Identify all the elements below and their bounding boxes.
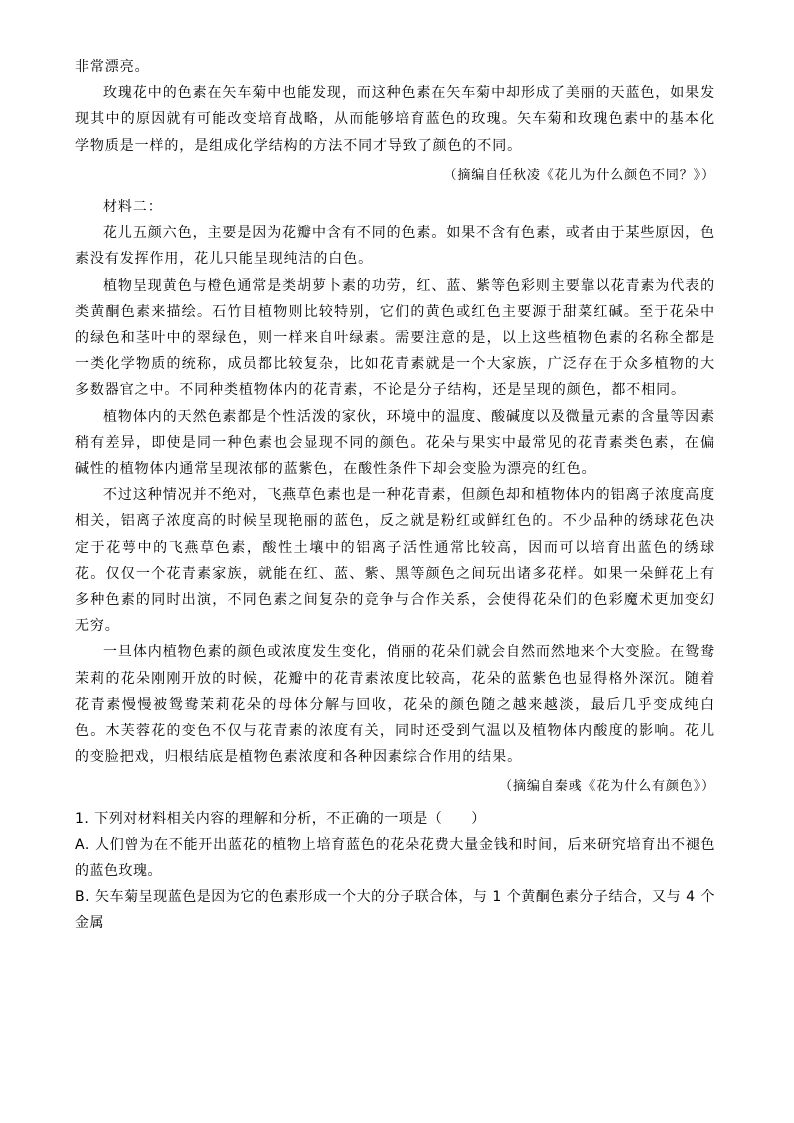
source-citation-2: （摘编自秦彧《花为什么有颜色》） — [499, 779, 715, 795]
paragraph-rose-cornflower: 玫瑰花中的色素在矢车菊中也能发现，而这种色素在矢车菊中却形成了美丽的天蓝色，如果发现其中的原因就有可能改变培育战略，从而能够培育蓝色的玫瑰。矢车菊和玫瑰色素中的基本化学物质是一样的，是组成化学结构的方法不同才导致了颜色的不同。 — [75, 85, 715, 154]
option-a: A. 人们曾为在不能开出蓝花的植物上培育蓝色的花朵花费大量金钱和时间，后来研究培育出不褪色的蓝色玫瑰。 — [75, 836, 715, 879]
paragraph-color-change: 一旦体内植物色素的颜色或浓度发生变化，俏丽的花朵们就会自然而然地来个大变脸。在鸳鸯茉莉的花朵刚刚开放的时候，花瓣中的花青素浓度比较高，花朵的蓝紫色也显得格外深沉。随着花青素慢慢被鸳鸯茉莉花朵的母体分解与回收，花朵的颜色随之越来越淡，最后几乎变成纯白色。木芙蓉花的变色不仅与花青素的浓度有关，同时还受到气温以及植物体内酸度的影响。花儿的变脸把戏，归根结底是植物色素浓度和各种因素综合作用的结果。 — [75, 644, 715, 766]
option-b: B. 矢车菊呈现蓝色是因为它的色素形成一个大的分子联合体，与 1 个黄酮色素分子结合，又与 4 个金属 — [75, 888, 715, 931]
paragraph-continued: 非常漂亮。 — [75, 59, 150, 75]
paragraph-natural-pigments: 植物体内的天然色素都是个性活泼的家伙，环境中的温度、酸碱度以及微量元素的含量等因素稍有差异，即使是同一种色素也会显现不同的颜色。花朵与果实中最常见的花青素类色素，在偏碱性的植物体内通常呈现浓郁的蓝紫色，在酸性条件下却会变脸为漂亮的红色。 — [75, 408, 715, 478]
document-page — [75, 54, 715, 936]
source-citation-1: （摘编自任秋凌《花儿为什么颜色不同？》） — [443, 167, 715, 183]
paragraph-pigments: 植物呈现黄色与橙色通常是类胡萝卜素的功劳，红、蓝、紫等色彩则主要靠以花青素为代表的类黄酮色素来描绘。石竹目植物则比较特别，它们的黄色或红色主要源于甜菜红碱。至于花朵中的绿色和茎叶中的翠绿色，则一样来自叶绿素。需要注意的是，以上这些植物色素的名称全都是一类化学物质的统称，成员都比较复杂，比如花青素就是一个大家族，广泛存在于众多植物的大多数器官之中。不同种类植物体内的花青素，不论是分子结构，还是呈现的颜色，都不相同。 — [75, 277, 715, 399]
material-two-label: 材料二： — [103, 199, 163, 216]
paragraph-delphinidin: 不过这种情况并不绝对，飞燕草色素也是一种花青素，但颜色却和植物体内的铝离子浓度高度相关，铝离子浓度高的时候呈现艳丽的蓝色，反之就是粉红或鲜红色的。不少品种的绣球花色决定于花萼中的飞燕草色素，酸性土壤中的铝离子活性通常比较高，因而可以培育出蓝色的绣球花。仅仅一个花青素家族，就能在红、蓝、紫、黑等颜色之间玩出诸多花样。如果一朵鲜花上有多种色素的同时出演，不同色素之间复杂的竞争与合作关系，会使得花朵们的色彩魔术更加变幻无穷。 — [75, 487, 715, 635]
question-stem: 1. 下列对材料相关内容的理解和分析，不正确的一项是（ ） — [75, 810, 486, 827]
paragraph-flower-colors: 花儿五颜六色，主要是因为花瓣中含有不同的色素。如果不含有色素，或者由于某些原因，色素没有发挥作用，花儿只能呈现纯洁的白色。 — [75, 225, 715, 268]
